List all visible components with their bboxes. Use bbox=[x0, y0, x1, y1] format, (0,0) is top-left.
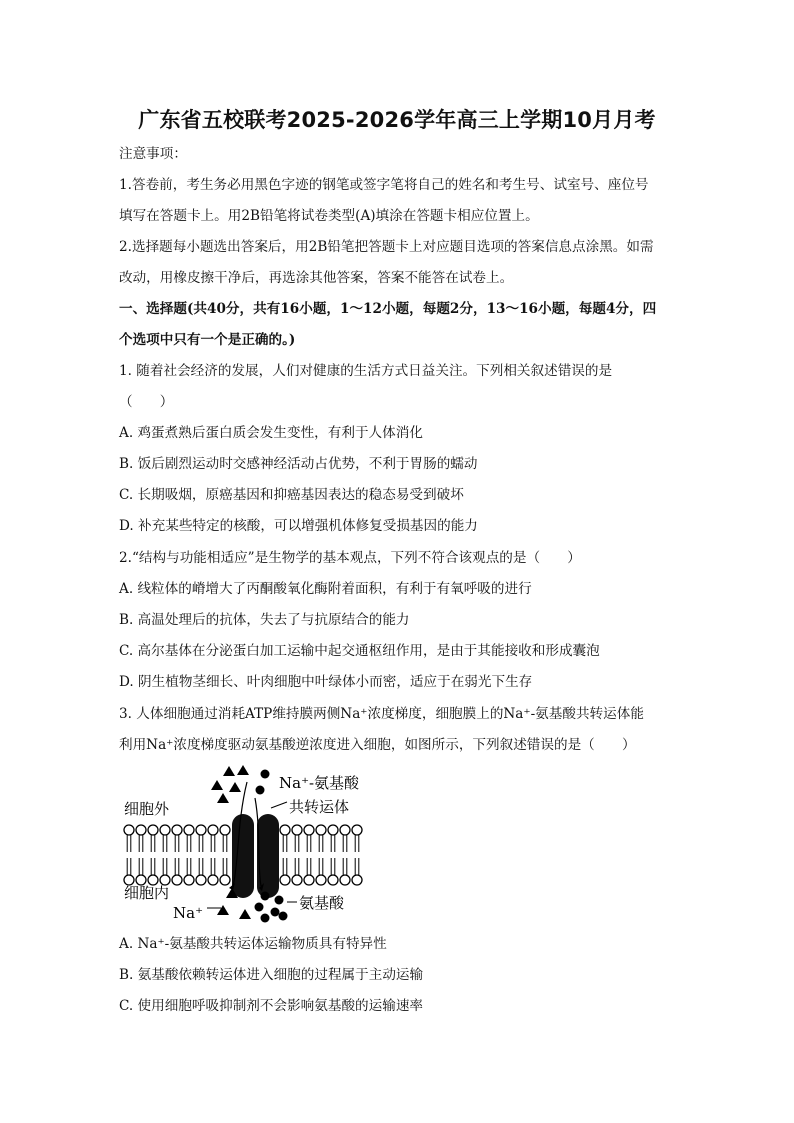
notice-item-2-line-1: 2.选择题每小题选出答案后，用2B铅笔把答题卡上对应题目选项的答案信息点涂黑。如需 bbox=[119, 239, 654, 255]
question-2-stem: 2.“结构与功能相适应”是生物学的基本观点，下列不符合该观点的是（ ） bbox=[119, 550, 581, 566]
question-3-option-b: B. 氨基酸依赖转运体进入细胞的过程属于主动运输 bbox=[119, 967, 424, 983]
notice-heading: 注意事项： bbox=[119, 146, 187, 162]
section-heading-line-2: 个选项中只有一个是正确的。) bbox=[119, 332, 296, 348]
question-2-option-d: D. 阴生植物茎细长、叶肉细胞中叶绿体小而密，适应于在弱光下生存 bbox=[119, 674, 533, 690]
question-1-stem: 1. 随着社会经济的发展，人们对健康的生活方式日益关注。下列相关叙述错误的是 bbox=[119, 363, 613, 379]
amino-acids-outside bbox=[256, 770, 270, 795]
label-outside: 细胞外 bbox=[124, 800, 170, 818]
question-1-option-a: A. 鸡蛋煮熟后蛋白质会发生变性，有利于人体消化 bbox=[119, 425, 423, 441]
question-3-option-c: C. 使用细胞呼吸抑制剂不会影响氨基酸的运输速率 bbox=[119, 998, 424, 1014]
membrane-transport-figure bbox=[119, 762, 369, 927]
notice-item-1-line-1: 1.答卷前，考生务必用黑色字迹的钢笔或签字笔将自己的姓名和考生号、试室号、座位号 bbox=[119, 177, 649, 193]
question-2-option-b: B. 高温处理后的抗体，失去了与抗原结合的能力 bbox=[119, 612, 410, 628]
label-na: Na⁺ bbox=[173, 904, 203, 922]
question-3-stem-line-1: 3. 人体细胞通过消耗ATP维持膜两侧Na⁺浓度梯度，细胞膜上的Na⁺-氨基酸共转运体能 bbox=[119, 706, 644, 722]
question-2-option-a: A. 线粒体的嵴增大了丙酮酸氧化酶附着面积，有利于有氧呼吸的进行 bbox=[119, 581, 532, 597]
cotransporter-protein bbox=[232, 814, 279, 898]
question-1-option-b: B. 饭后剧烈运动时交感神经活动占优势，不利于胃肠的蠕动 bbox=[119, 456, 478, 472]
question-1-option-c: C. 长期吸烟，原癌基因和抑癌基因表达的稳态易受到破坏 bbox=[119, 487, 464, 503]
question-2-option-c: C. 高尔基体在分泌蛋白加工运输中起交通枢纽作用，是由于其能接收和形成囊泡 bbox=[119, 643, 600, 659]
section-heading-line-1: 一、选择题(共40分，共有16小题，1～12小题，每题2分，13～16小题，每题4分，四 bbox=[119, 301, 657, 317]
notice-item-2-line-2: 改动，用橡皮擦干净后，再选涂其他答案，答案不能答在试卷上。 bbox=[119, 270, 514, 286]
question-3-stem-line-2: 利用Na⁺浓度梯度驱动氨基酸逆浓度进入细胞，如图所示，下列叙述错误的是（ ） bbox=[119, 737, 636, 753]
label-amino-acid: 氨基酸 bbox=[299, 894, 345, 912]
label-transporter-line-1: Na⁺-氨基酸 bbox=[279, 774, 360, 792]
transporter-pointer-line bbox=[271, 802, 287, 808]
question-3-option-a: A. Na⁺-氨基酸共转运体运输物质具有特异性 bbox=[119, 936, 387, 952]
page-title: 广东省五校联考2025-2026学年高三上学期10月月考 bbox=[138, 108, 656, 132]
notice-item-1-line-2: 填写在答题卡上。用2B铅笔将试卷类型(A)填涂在答题卡相应位置上。 bbox=[119, 208, 539, 224]
label-inside: 细胞内 bbox=[124, 884, 170, 902]
question-1-blank: （ ） bbox=[119, 394, 174, 410]
label-transporter-line-2: 共转运体 bbox=[289, 798, 350, 816]
question-1-option-d: D. 补充某些特定的核酸，可以增强机体修复受损基因的能力 bbox=[119, 518, 478, 534]
